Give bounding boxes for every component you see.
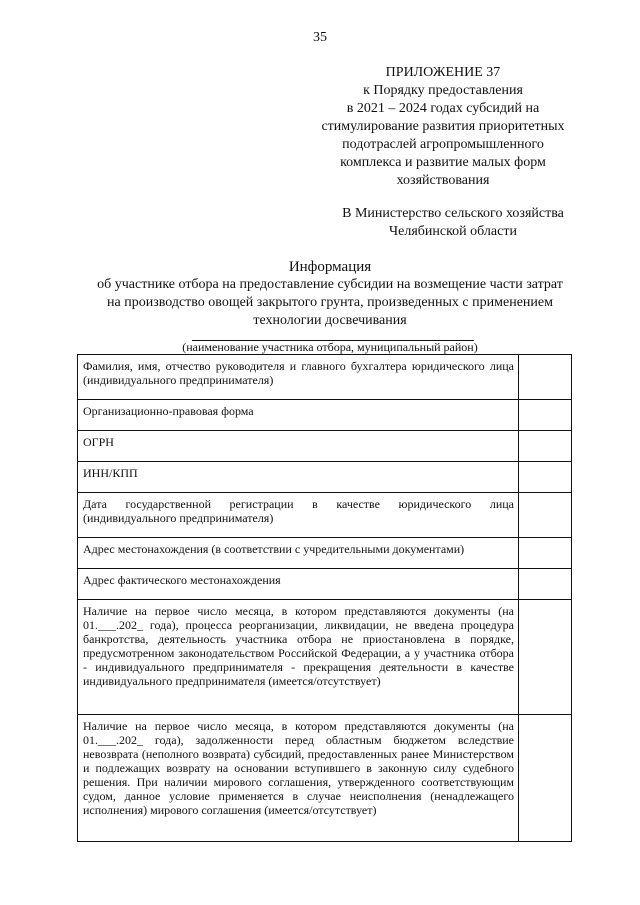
document-heading: Информация (288, 259, 372, 275)
table-row (78, 493, 572, 538)
appendix-block (300, 64, 586, 190)
table-row (78, 715, 572, 842)
page-number: 35 (313, 30, 327, 45)
row-value-cell[interactable] (519, 715, 572, 842)
document-subtitle-line: об участнике отбора на предоставление субсидии на возмещение части затрат (97, 277, 563, 292)
appendix-line: стимулирование развития приоритетных (321, 119, 565, 134)
row-value-cell[interactable] (519, 462, 572, 493)
row-label: Организационно-правовая форма (78, 400, 519, 431)
row-value-cell[interactable] (519, 538, 572, 569)
row-value-cell[interactable] (519, 400, 572, 431)
document-subtitle-line: технологии досвечивания (253, 313, 407, 328)
row-value-cell[interactable] (519, 431, 572, 462)
row-label: Адрес фактического местонахождения (78, 569, 519, 600)
row-label: Адрес местонахождения (в соответствии с учредительными документами) (78, 538, 519, 569)
table-row (78, 538, 572, 569)
participant-name-caption: (наименование участника отбора, муниципальный район) (182, 340, 478, 354)
table-row (78, 569, 572, 600)
appendix-line: комплекса и развитие малых форм (340, 155, 546, 170)
row-label: Наличие на первое число месяца, в котором представляются документы (на 01.___.202_ года), задолженности перед областным бюджетом вследствие невозврата (неполного возврата) субсидий, предоставленных ранее Министерством и подлежащих возврату на основании вступившего в законную силу судебного решения. При наличии мирового соглашения, утвержденного соответствующим судом, данное условие применяется в случае неисполнения (ненадлежащего исполнения) мирового соглашения (имеется/отсутствует) (78, 715, 519, 842)
appendix-line: в 2021 – 2024 годах субсидий на (346, 101, 540, 116)
addressee-line: Челябинской области (389, 224, 517, 239)
row-value-cell[interactable] (519, 493, 572, 538)
addressee-line: В Министерство сельского хозяйства (342, 206, 564, 221)
table-row (78, 462, 572, 493)
appendix-line: к Порядку предоставления (363, 83, 523, 98)
row-value-cell[interactable] (519, 600, 572, 715)
row-label: Дата государственной регистрации в качестве юридического лица (индивидуального предпринимателя) (78, 493, 519, 538)
appendix-title: ПРИЛОЖЕНИЕ 37 (385, 65, 501, 80)
table-row (78, 431, 572, 462)
information-table (77, 354, 572, 842)
row-label: ОГРН (78, 431, 519, 462)
row-value-cell[interactable] (519, 569, 572, 600)
appendix-line: хозяйствования (396, 173, 490, 188)
row-value-cell[interactable] (519, 355, 572, 400)
table-row (78, 355, 572, 400)
appendix-line: подотраслей агропромышленного (342, 137, 544, 152)
row-label: ИНН/КПП (78, 462, 519, 493)
row-label: Наличие на первое число месяца, в котором представляются документы (на 01.___.202_ года), процесса реорганизации, ликвидации, не введена процедура банкротства, деятельность участника отбора не приостановлена в порядке, предусмотренном законодательством Российской Федерации, а у участника отбора - индивидуального предпринимателя - прекращения деятельности в качестве индивидуального предпринимателя (имеется/отсутствует) (78, 600, 519, 715)
table-row (78, 600, 572, 715)
table-row (78, 400, 572, 431)
addressee-block (320, 205, 586, 241)
document-subtitle-line: на производство овощей закрытого грунта, произведенных с применением (107, 295, 553, 310)
document-title-block (60, 258, 600, 330)
row-label: Фамилия, имя, отчество руководителя и главного бухгалтера юридического лица (индивидуального предпринимателя) (78, 355, 519, 400)
